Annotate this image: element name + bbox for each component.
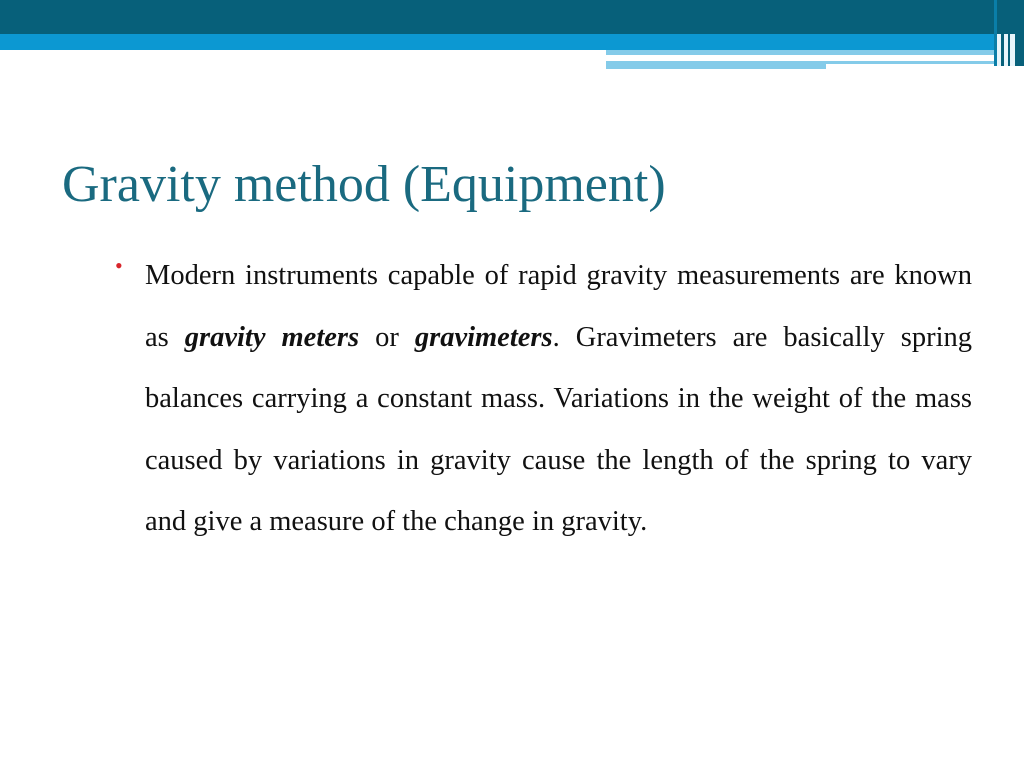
header-vertical-bar xyxy=(994,0,997,66)
bullet-marker: • xyxy=(115,253,123,278)
header-stripe-white xyxy=(606,56,948,59)
term-gravimeters: gravimeters xyxy=(414,321,553,353)
header-stripe-light xyxy=(606,50,994,55)
bullet-text-part: Modern instruments capable of rapid gravity measurements are known as xyxy=(145,260,972,353)
bullet-text xyxy=(145,245,972,553)
header-vertical-bar xyxy=(1008,0,1010,66)
header-band-blue xyxy=(0,34,995,50)
header-vertical-bar xyxy=(1001,0,1004,66)
bullet-item xyxy=(110,245,972,553)
header-vertical-bar xyxy=(1015,0,1024,66)
header-band-dark xyxy=(0,0,1024,34)
term-gravity-meters: gravity meters xyxy=(184,321,360,353)
header-stripe-light-thin xyxy=(826,61,994,64)
bullet-text-part: . Gravimeters are basically spring balances carrying a constant mass. Variations in the weight of the mass caused by variations in gravity cause the length of the spring to vary and give a measure of the change in gravity. xyxy=(145,321,972,538)
bullet-text-part: or xyxy=(359,321,415,353)
slide-title: Gravity method (Equipment) xyxy=(62,156,666,213)
header-stripe-light-lower xyxy=(606,61,826,69)
